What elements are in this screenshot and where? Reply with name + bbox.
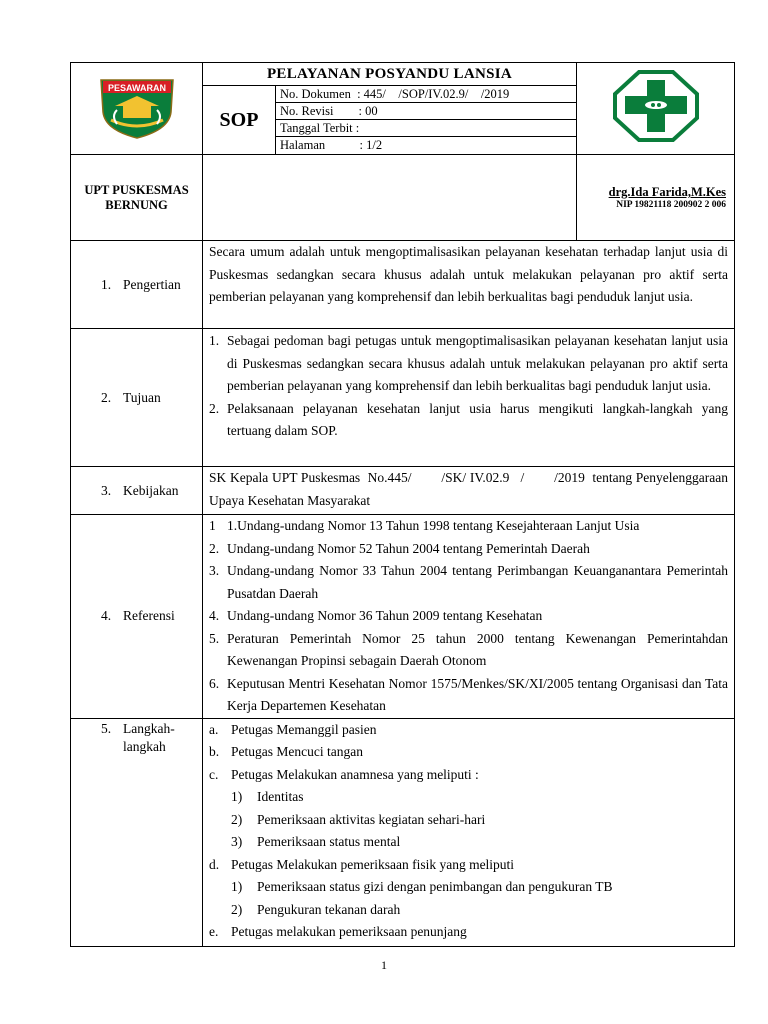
section-number: 5. — [101, 720, 112, 736]
logo-banner-text: PESAWARAN — [107, 83, 166, 93]
section-title: Referensi — [123, 608, 175, 624]
section-content-pengertian — [203, 241, 735, 329]
page-number: 1 — [381, 958, 387, 972]
section-number: 2. — [101, 389, 112, 405]
health-logo-cell — [577, 63, 735, 155]
organization-name — [71, 155, 203, 241]
list-item: a. Petugas Memanggil pasien — [209, 721, 377, 737]
section-title: Kebijakan — [123, 482, 179, 498]
section-label-kebijakan — [71, 467, 203, 515]
document-title: PELAYANAN POSYANDU LANSIA — [203, 63, 576, 86]
signer-name: drg.Ida Farida,M.Kes — [608, 185, 726, 199]
section-label-langkah — [71, 718, 203, 946]
signatory — [577, 155, 735, 241]
referensi-list — [209, 515, 728, 718]
pengertian-text: Secara umum adalah untuk mengoptimalisasikan pelayanan kesehatan terhadap lanjut usia di Puskesmas sedangkan secara khusus adalah untuk melakukan pelayanan pro aktif serta pemberian pelayanan yang komprehensif dan lebih berkualitas bagi penduduk lanjut usia. — [209, 244, 728, 304]
list-item: 3. Undang-undang Nomor 33 Tahun 2004 tentang Perimbangan Keuanganantara Pemerintah Pusatdan Daerah — [209, 563, 728, 601]
fisik-sublist — [209, 876, 728, 921]
list-item: 2) Pengukuran tekanan darah — [231, 901, 401, 917]
section-label-referensi — [71, 515, 203, 719]
org-line-1: UPT PUSKESMAS — [84, 182, 189, 197]
list-item: 3) Pemeriksaan status mental — [231, 834, 401, 849]
revision-number: No. Revisi : 00 — [276, 103, 576, 120]
document-meta — [276, 86, 576, 154]
list-item: 5. Peraturan Pemerintah Nomor 25 tahun 2000 tentang Kewenangan Pemerintahdan Kewenangan Propinsi sebagain Daerah Otonom — [209, 630, 728, 668]
section-label-pengertian — [71, 241, 203, 329]
langkah-list-end — [209, 921, 728, 944]
list-item: 2. Undang-undang Nomor 52 Tahun 2004 tentang Pemerintah Daerah — [209, 540, 590, 556]
section-title: Langkah- langkah — [123, 720, 175, 754]
doc-number: No. Dokumen : 445/ /SOP/IV.02.9/ /2019 — [276, 86, 576, 103]
puskesmas-cross-logo — [613, 70, 699, 142]
langkah-list-cont — [209, 854, 728, 877]
kebijakan-text: SK Kepala UPT Puskesmas No.445/ /SK/ IV.02.9 / /2019 tentang Penyelenggaraan Upaya Kesehatan Masyarakat — [209, 470, 732, 508]
langkah-list — [209, 719, 728, 787]
list-item: 6. Keputusan Mentri Kesehatan Nomor 1575/Menkes/SK/XI/2005 tentang Organisasi dan Tata Kerja Departemen Kesehatan — [209, 675, 728, 713]
section-content-langkah — [203, 718, 735, 946]
list-item: b. Petugas Mencuci tangan — [209, 744, 363, 759]
section-number: 1. — [101, 276, 112, 292]
list-item: 1 1.Undang-undang Nomor 13 Tahun 1998 tentang Kesejahteraan Lanjut Usia — [209, 518, 640, 533]
section-content-tujuan — [203, 329, 735, 467]
list-item: 1) Identitas — [231, 789, 304, 804]
section-content-kebijakan — [203, 467, 735, 515]
org-line-2: BERNUNG — [105, 197, 168, 212]
section-label-tujuan — [71, 329, 203, 467]
list-item: 1) Pemeriksaan status gizi dengan penimbangan dan pengukuran TB — [231, 879, 613, 894]
section-number: 3. — [101, 482, 112, 498]
list-item: 2. Pelaksanaan pelayanan kesehatan lanjut usia harus mengikuti langkah-langkah yang tertuang dalam SOP. — [209, 400, 728, 438]
sop-label: SOP — [203, 86, 276, 154]
sop-document-table — [70, 62, 735, 947]
section-number: 4. — [101, 608, 112, 624]
section-title: Pengertian — [123, 276, 181, 292]
page-info: Halaman : 1/2 — [280, 138, 383, 152]
signer-nip: NIP 19821118 200902 2 006 — [616, 200, 726, 210]
list-item: 2) Pemeriksaan aktivitas kegiatan sehari-hari — [231, 811, 486, 827]
list-item: 1. Sebagai pedoman bagi petugas untuk mengoptimalisasikan pelayanan kesehatan lanjut usia di Puskesmas sedangkan secara khusus adalah untuk melakukan pelayanan pro aktif serta pemberian pelayanan yang komprehensif dan lebih berkualitas bagi penduduk lanjut usia. — [209, 333, 728, 393]
list-item: e. Petugas melakukan pemeriksaan penunjang — [209, 924, 467, 939]
issue-date: Tanggal Terbit : — [276, 120, 576, 137]
list-item: d. Petugas Melakukan pemeriksaan fisik yang meliputi — [209, 856, 515, 872]
blank-signature-space — [203, 155, 577, 241]
title-cell — [203, 63, 577, 155]
anamnesa-sublist — [209, 786, 728, 854]
section-title: Tujuan — [123, 389, 161, 405]
section-content-referensi — [203, 515, 735, 719]
list-item: 4. Undang-undang Nomor 36 Tahun 2009 tentang Kesehatan — [209, 608, 543, 623]
pesawaran-regency-logo — [97, 72, 177, 140]
list-item: c. Petugas Melakukan anamnesa yang meliputi : — [209, 766, 479, 782]
regency-logo-cell — [71, 63, 203, 155]
tujuan-list — [209, 330, 728, 443]
